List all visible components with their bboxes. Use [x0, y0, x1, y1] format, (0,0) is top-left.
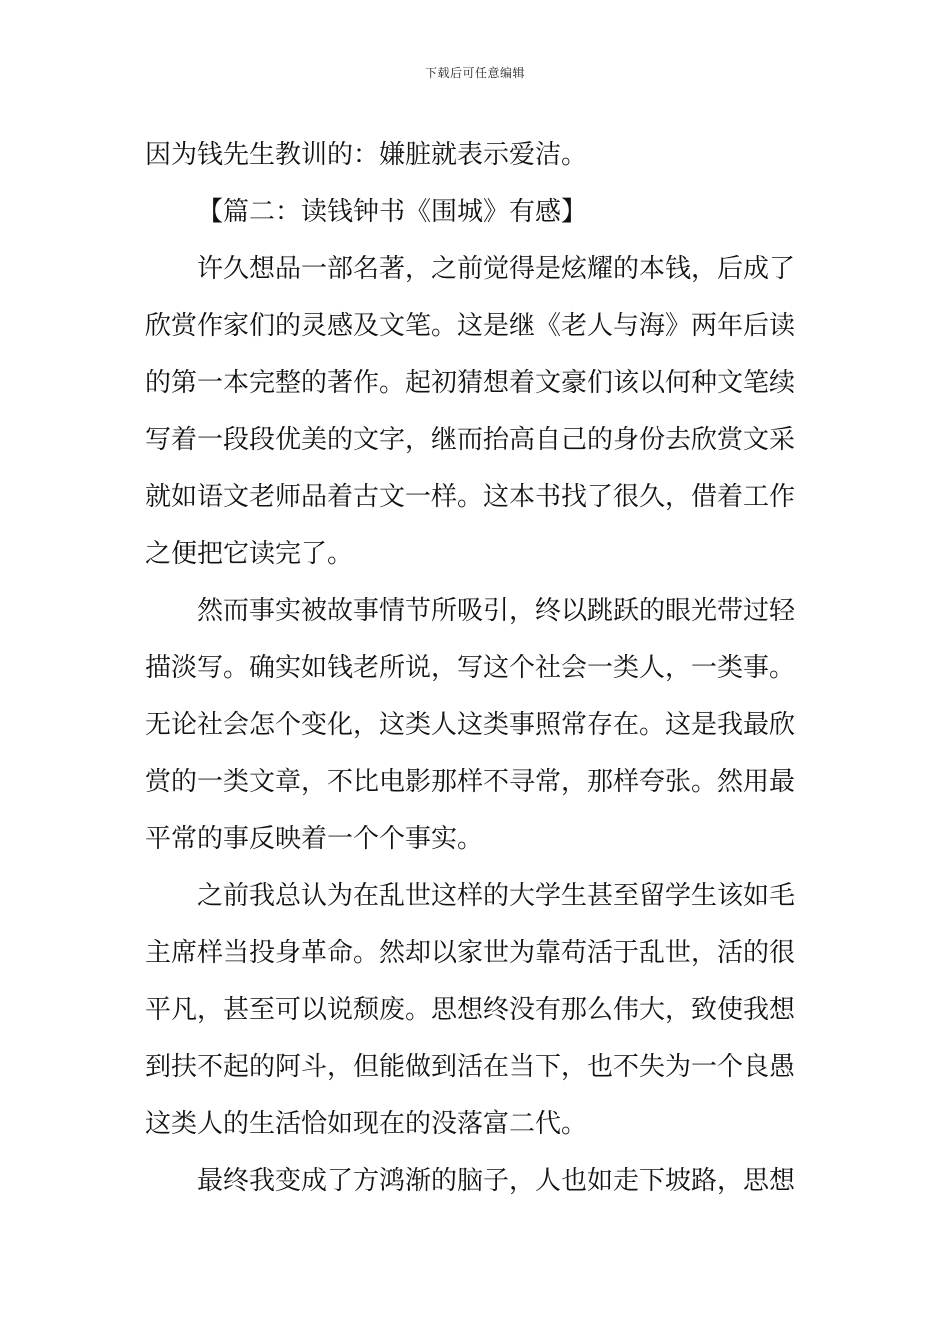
paragraph-line: 平凡，甚至可以说颓废。思想终没有那么伟大，致使我想	[145, 995, 796, 1025]
paragraph-line: 主席样当投身革命。然却以家世为靠苟活于乱世，活的很	[145, 938, 796, 968]
paragraph	[145, 1153, 807, 1210]
paragraph-line: 的第一本完整的著作。起初猜想着文豪们该以何种文笔续	[145, 368, 796, 398]
page-header-note: 下载后可任意编辑	[424, 66, 525, 80]
paragraph-line: 之前我总认为在乱世这样的大学生甚至留学生该如毛	[197, 881, 796, 911]
paragraph	[145, 868, 807, 1153]
paragraph-line: 写着一段段优美的文字，继而抬高自己的身份去欣赏文采	[145, 425, 796, 455]
paragraph-line: 无论社会怎个变化，这类人这类事照常存在。这是我最欣	[145, 710, 796, 740]
paragraph-line: 赏的一类文章，不比电影那样不寻常，那样夸张。然用最	[145, 767, 796, 797]
paragraph-line: 描淡写。确实如钱老所说，写这个社会一类人，一类事。	[145, 653, 796, 683]
paragraph-line: 这类人的生活恰如现在的没落富二代。	[145, 1109, 588, 1139]
document-body	[145, 127, 807, 1210]
paragraph-line: 然而事实被故事情节所吸引，终以跳跃的眼光带过轻	[197, 596, 796, 626]
paragraph	[145, 241, 807, 583]
intro-line: 因为钱先生教训的：嫌脏就表示爱洁。	[145, 140, 588, 170]
paragraph-line: 之便把它读完了。	[145, 539, 354, 569]
paragraph-line: 许久想品一部名著，之前觉得是炫耀的本钱，后成了	[197, 254, 796, 284]
paragraph	[145, 583, 807, 868]
paragraph-line: 到扶不起的阿斗，但能做到活在当下，也不失为一个良愚	[145, 1052, 796, 1082]
paragraph-line: 就如语文老师品着古文一样。这本书找了很久，借着工作	[145, 482, 796, 512]
section-heading: 【篇二：读钱钟书《围城》有感】	[197, 197, 588, 227]
paragraph-line: 欣赏作家们的灵感及文笔。这是继《老人与海》两年后读	[145, 311, 796, 341]
paragraph-line: 最终我变成了方鸿渐的脑子，人也如走下坡路，思想	[197, 1166, 796, 1196]
paragraph-line: 平常的事反映着一个个事实。	[145, 824, 484, 854]
